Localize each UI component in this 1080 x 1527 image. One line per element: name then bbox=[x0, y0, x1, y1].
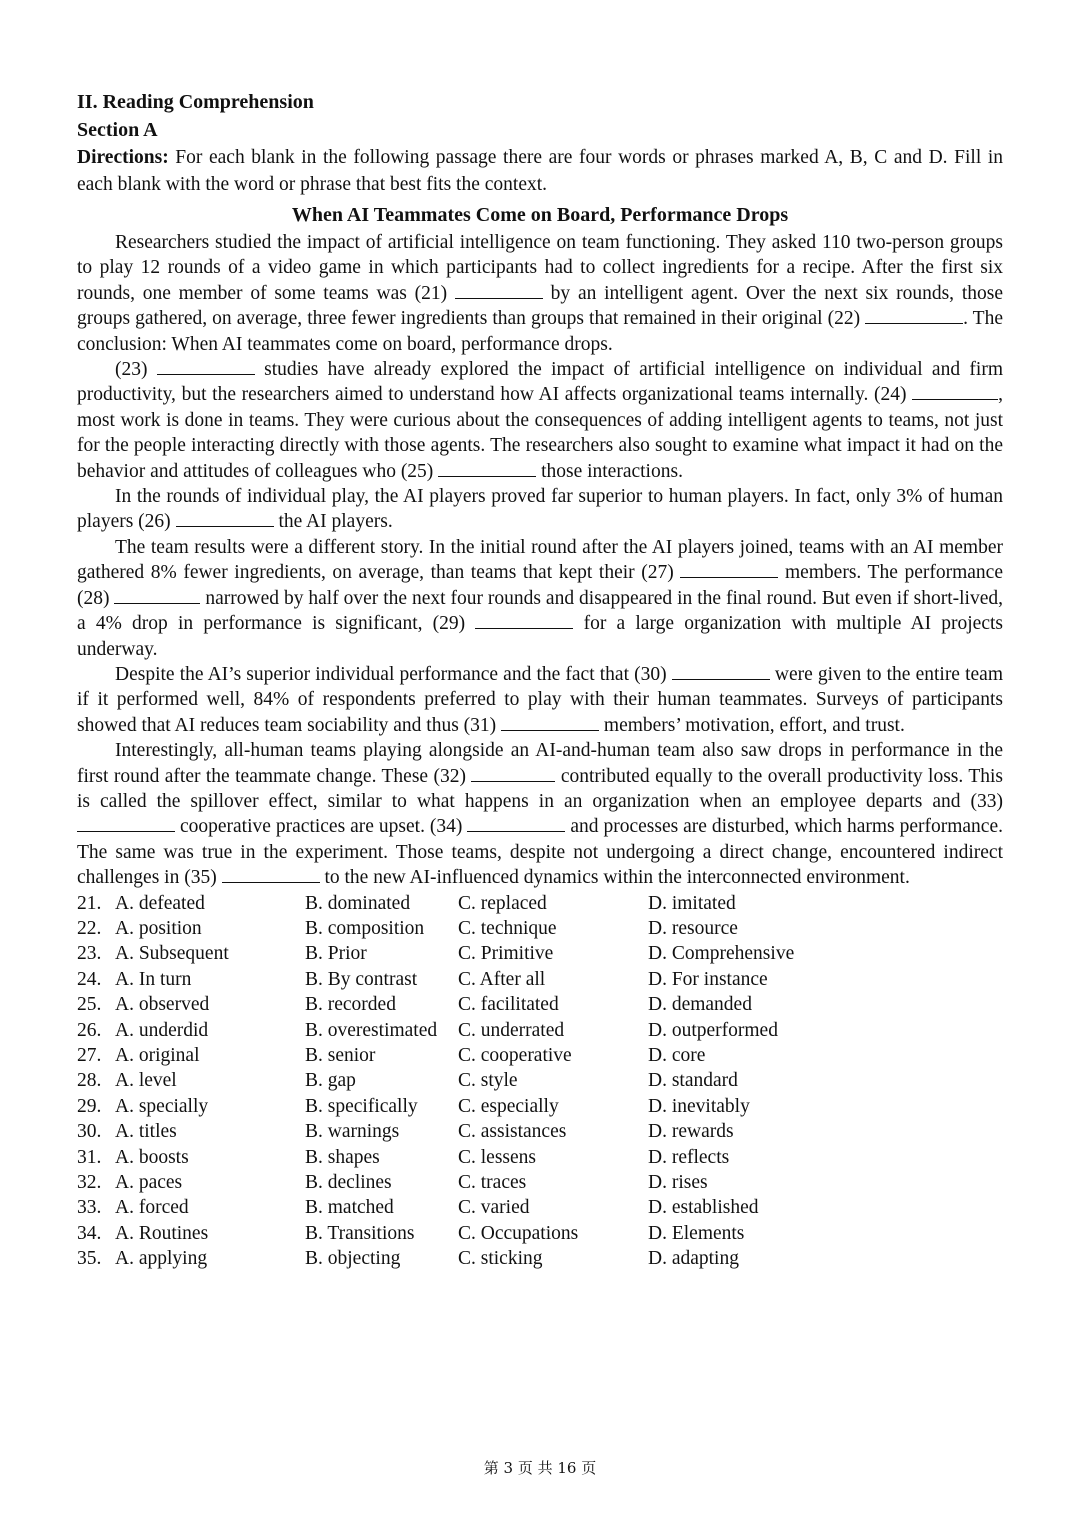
paragraph-text: members. The performance (28) bbox=[77, 562, 1003, 609]
option-c[interactable]: C. style bbox=[458, 1070, 518, 1092]
option-d[interactable]: D. imitated bbox=[648, 892, 736, 914]
question-number: 30. bbox=[77, 1121, 102, 1143]
paragraph-text: to the new AI-influenced dynamics within the interconnected environment. bbox=[319, 867, 910, 889]
option-b[interactable]: B. dominated bbox=[305, 892, 411, 914]
paragraph-text: Interestingly, all-human teams playing alongside an AI-and-human team also saw drops in performance in the first round after the teammate change. These (32) bbox=[77, 740, 1003, 787]
option-a[interactable]: A. original bbox=[115, 1045, 200, 1066]
question-number: 34. bbox=[77, 1222, 102, 1244]
passage-paragraph bbox=[77, 662, 1003, 738]
option-d[interactable]: D. reflects bbox=[648, 1146, 730, 1168]
option-a[interactable]: A. paces bbox=[115, 1172, 183, 1194]
option-a[interactable]: A. Routines bbox=[115, 1222, 209, 1244]
option-row bbox=[77, 1195, 1003, 1220]
question-number: 27. bbox=[77, 1045, 102, 1066]
option-c[interactable]: C. replaced bbox=[458, 892, 547, 914]
options-list bbox=[77, 891, 1003, 1272]
answer-blank[interactable] bbox=[865, 306, 963, 324]
option-d[interactable]: D. Elements bbox=[648, 1222, 745, 1244]
question-number: 35. bbox=[77, 1248, 102, 1270]
option-row bbox=[77, 1246, 1003, 1271]
paragraph-text: In the rounds of individual play, the AI players proved far superior to human players. In fact, only 3% of human players (26) bbox=[77, 486, 1003, 533]
option-a[interactable]: A. underdid bbox=[115, 1019, 209, 1041]
answer-blank[interactable] bbox=[912, 382, 998, 400]
option-d[interactable]: D. resource bbox=[648, 917, 738, 939]
page-footer: 第 3 页 共 16 页 bbox=[483, 1459, 597, 1477]
paragraph-text: were given to the entire team if it performed well, 84% of respondents preferred to play with their human teammates. Surveys of participants showed that AI reduces team sociability and thus (31) bbox=[77, 663, 1003, 736]
option-c[interactable]: C. After all bbox=[458, 968, 546, 990]
answer-blank[interactable] bbox=[467, 814, 565, 832]
option-row bbox=[77, 1119, 1003, 1144]
option-row bbox=[77, 1221, 1003, 1246]
answer-blank[interactable] bbox=[501, 713, 599, 731]
question-number: 25. bbox=[77, 994, 102, 1016]
option-d[interactable]: D. outperformed bbox=[648, 1019, 778, 1041]
option-a[interactable]: A. forced bbox=[115, 1197, 189, 1219]
question-number: 26. bbox=[77, 1019, 102, 1041]
option-b[interactable]: B. shapes bbox=[305, 1146, 380, 1168]
option-c[interactable]: C. especially bbox=[458, 1095, 559, 1117]
paragraph-text: narrowed by half over the next four rounds and disappeared in the final round. But even if short-lived, a 4% drop in performance is significant, (29) bbox=[77, 587, 1003, 635]
option-c[interactable]: C. underrated bbox=[458, 1019, 565, 1041]
answer-blank[interactable] bbox=[438, 459, 536, 477]
option-row bbox=[77, 967, 1003, 992]
passage-paragraph bbox=[77, 535, 1003, 662]
option-b[interactable]: B. recorded bbox=[305, 994, 396, 1016]
option-c[interactable]: C. lessens bbox=[458, 1146, 536, 1168]
option-c[interactable]: C. facilitated bbox=[458, 994, 559, 1016]
option-a[interactable]: A. applying bbox=[115, 1248, 208, 1270]
option-c[interactable]: C. cooperative bbox=[458, 1045, 572, 1066]
option-b[interactable]: B. overestimated bbox=[305, 1019, 438, 1041]
option-d[interactable]: D. adapting bbox=[648, 1248, 739, 1270]
answer-blank[interactable] bbox=[672, 662, 770, 680]
option-a[interactable]: A. position bbox=[115, 917, 202, 939]
option-row bbox=[77, 1094, 1003, 1119]
passage bbox=[77, 230, 1003, 891]
paragraph-text: . The conclusion: When AI teammates come on board, performance drops. bbox=[77, 308, 1003, 355]
option-c[interactable]: C. Occupations bbox=[458, 1222, 579, 1244]
option-row bbox=[77, 1170, 1003, 1195]
option-d[interactable]: D. core bbox=[648, 1045, 706, 1066]
directions-text: For each blank in the following passage there are four words or phrases marked A, B, C and D. Fill in each blank with the word or phrase that best fits the context. bbox=[77, 147, 1003, 195]
option-row bbox=[77, 916, 1003, 941]
sub-heading: Section A bbox=[77, 119, 158, 141]
paragraph-text: by an intelligent agent. Over the next six rounds, those groups gathered, on average, three fewer ingredients than groups that remained in their original (22) bbox=[77, 282, 1003, 330]
question-number: 21. bbox=[77, 892, 102, 914]
paragraph-text: studies have already explored the impact of artificial intelligence on individual and firm productivity, but the researchers aimed to understand how AI affects organizational teams internally. (24) bbox=[77, 359, 1003, 406]
option-b[interactable]: B. objecting bbox=[305, 1248, 401, 1270]
question-number: 31. bbox=[77, 1146, 102, 1168]
paragraph-text: members’ motivation, effort, and trust. bbox=[599, 714, 905, 736]
paragraph-text: The team results were a different story. In the initial round after the AI players joined, teams with an AI member gathered 8% fewer ingredients, on average, than teams that kept their (27) bbox=[77, 536, 1003, 584]
answer-blank[interactable] bbox=[680, 560, 778, 578]
option-a[interactable]: A. boosts bbox=[115, 1146, 189, 1168]
option-c[interactable]: C. technique bbox=[458, 917, 557, 939]
option-b[interactable]: B. matched bbox=[305, 1197, 394, 1219]
page-content bbox=[77, 88, 1003, 1272]
option-row bbox=[77, 1018, 1003, 1043]
option-b[interactable]: B. Transitions bbox=[305, 1222, 415, 1244]
option-d[interactable]: D. inevitably bbox=[648, 1095, 750, 1117]
question-number: 32. bbox=[77, 1172, 102, 1194]
answer-blank[interactable] bbox=[455, 281, 543, 299]
question-number: 29. bbox=[77, 1095, 102, 1117]
option-b[interactable]: B. senior bbox=[305, 1045, 376, 1066]
answer-blank[interactable] bbox=[471, 764, 555, 782]
question-number: 33. bbox=[77, 1197, 102, 1219]
option-a[interactable]: A. specially bbox=[115, 1095, 209, 1117]
option-row bbox=[77, 1043, 1003, 1068]
option-d[interactable]: D. rises bbox=[648, 1172, 708, 1194]
option-d[interactable]: D. standard bbox=[648, 1070, 738, 1092]
option-d[interactable]: D. Comprehensive bbox=[648, 943, 795, 965]
answer-blank[interactable] bbox=[77, 814, 175, 832]
answer-blank[interactable] bbox=[114, 586, 200, 604]
option-a[interactable]: A. defeated bbox=[115, 892, 205, 914]
paragraph-text: contributed equally to the overall productivity loss. This is called the spillover effect, similar to what happens in an organization when an employee departs and (33) bbox=[77, 765, 1003, 812]
directions bbox=[77, 144, 1003, 198]
paragraph-text: Researchers studied the impact of artificial intelligence on team functioning. They asked 110 two-person groups to play 12 rounds of a video game in which participants had to collect ingredients for a recipe. After the first six rounds, one member of some teams was (21) bbox=[77, 232, 1003, 304]
paragraph-text: for a large organization with multiple AI projects underway. bbox=[77, 613, 1003, 660]
option-b[interactable]: B. declines bbox=[305, 1172, 392, 1194]
paragraph-text: those interactions. bbox=[536, 460, 683, 482]
option-b[interactable]: B. Prior bbox=[305, 943, 367, 965]
answer-blank[interactable] bbox=[176, 509, 274, 527]
option-a[interactable]: A. In turn bbox=[115, 968, 192, 990]
paragraph-text: and processes are disturbed, which harms performance. The same was true in the experiment. Those teams, despite not undergoing a direct change, encountered indirect challenges in (35) bbox=[77, 816, 1003, 889]
option-d[interactable]: D. demanded bbox=[648, 994, 752, 1016]
option-b[interactable]: B. gap bbox=[305, 1070, 356, 1092]
paragraph-text: the AI players. bbox=[273, 511, 393, 533]
option-c[interactable]: C. Primitive bbox=[458, 943, 554, 965]
option-row bbox=[77, 1145, 1003, 1170]
section-heading: II. Reading Comprehension bbox=[77, 91, 314, 113]
option-d[interactable]: D. For instance bbox=[648, 968, 768, 990]
question-number: 23. bbox=[77, 943, 102, 965]
option-b[interactable]: B. composition bbox=[305, 917, 425, 939]
option-a[interactable]: A. level bbox=[115, 1070, 177, 1092]
option-row bbox=[77, 891, 1003, 916]
passage-paragraph bbox=[77, 484, 1003, 535]
directions-label: Directions: bbox=[77, 147, 169, 168]
option-b[interactable]: B. warnings bbox=[305, 1121, 400, 1143]
option-b[interactable]: B. By contrast bbox=[305, 968, 418, 990]
answer-blank[interactable] bbox=[157, 357, 255, 375]
option-d[interactable]: D. established bbox=[648, 1197, 759, 1219]
passage-paragraph bbox=[77, 738, 1003, 890]
option-c[interactable]: C. traces bbox=[458, 1172, 527, 1194]
question-number: 28. bbox=[77, 1070, 102, 1092]
answer-blank[interactable] bbox=[475, 611, 573, 629]
passage-title: When AI Teammates Come on Board, Performance Drops bbox=[291, 204, 789, 226]
question-number: 22. bbox=[77, 917, 102, 939]
option-row bbox=[77, 992, 1003, 1017]
passage-paragraph bbox=[77, 357, 1003, 484]
question-number: 24. bbox=[77, 968, 102, 990]
option-a[interactable]: A. Subsequent bbox=[115, 943, 229, 965]
paragraph-text: (23) bbox=[115, 359, 157, 381]
option-d[interactable]: D. rewards bbox=[648, 1121, 734, 1143]
option-c[interactable]: C. varied bbox=[458, 1197, 530, 1219]
option-row bbox=[77, 941, 1003, 966]
paragraph-text: Despite the AI’s superior individual performance and the fact that (30) bbox=[115, 663, 672, 685]
option-a[interactable]: A. observed bbox=[115, 994, 210, 1016]
option-a[interactable]: A. titles bbox=[115, 1121, 177, 1143]
paragraph-text: , most work is done in teams. They were curious about the consequences of adding intelligent agents to teams, not just for the people interacting directly with those agents. The researchers also sought to examine what impact it had on the behavior and attitudes of colleagues who (25) bbox=[77, 384, 1003, 482]
paragraph-text: cooperative practices are upset. (34) bbox=[175, 816, 468, 838]
passage-paragraph bbox=[77, 230, 1003, 357]
option-c[interactable]: C. assistances bbox=[458, 1121, 567, 1143]
option-c[interactable]: C. sticking bbox=[458, 1248, 543, 1270]
answer-blank[interactable] bbox=[222, 865, 320, 883]
option-b[interactable]: B. specifically bbox=[305, 1095, 418, 1117]
option-row bbox=[77, 1068, 1003, 1093]
